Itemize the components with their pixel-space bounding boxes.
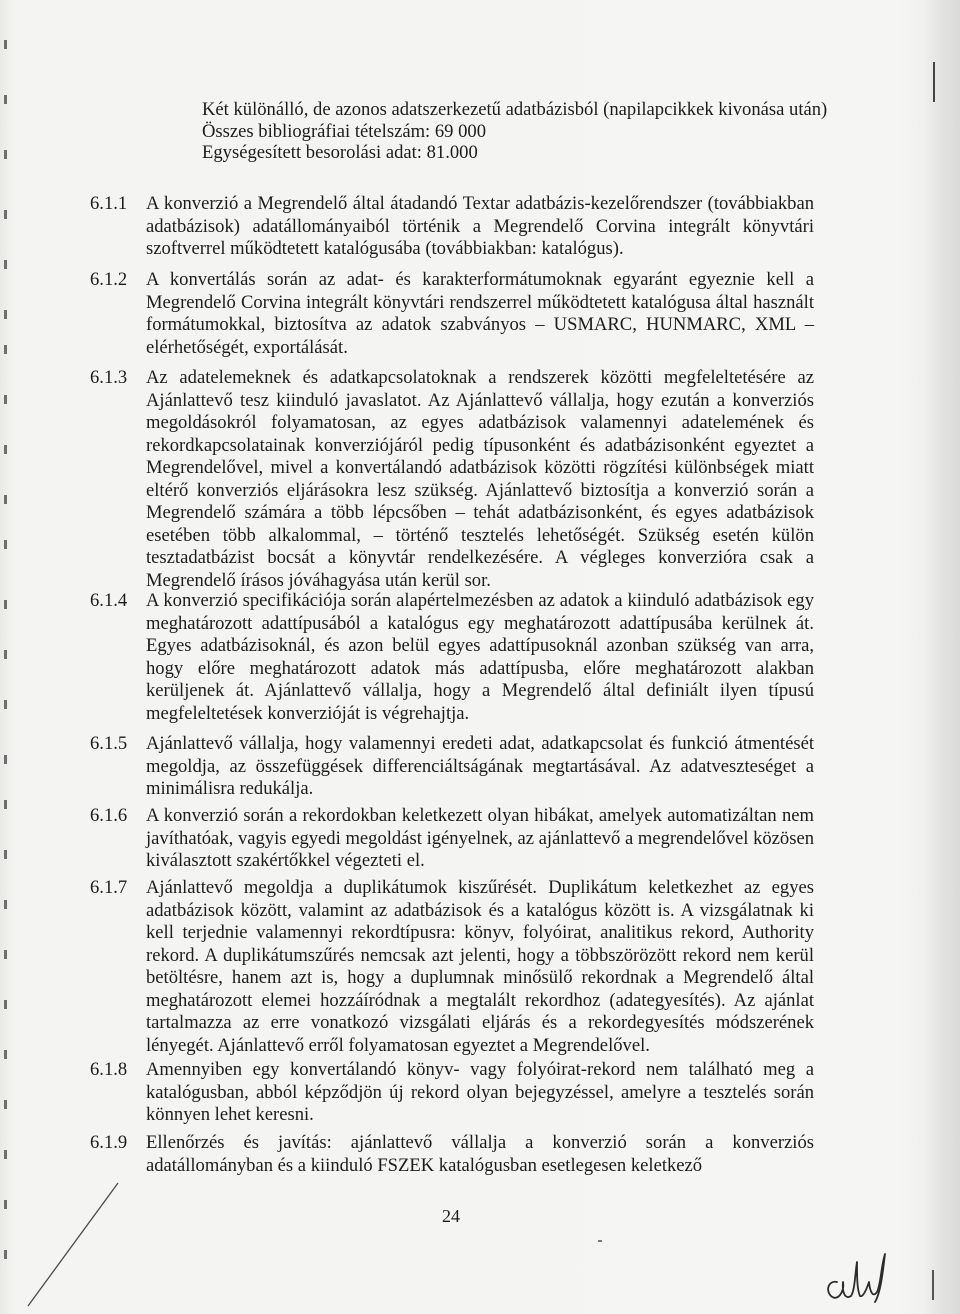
section-number: 6.1.3 bbox=[90, 367, 128, 388]
intro-line-authority: Egységesített besorolási adat: 81.000 bbox=[202, 142, 478, 164]
section-number: 6.1.6 bbox=[90, 805, 128, 826]
section-number: 6.1.9 bbox=[90, 1132, 128, 1153]
section-text: A konverzió a Megrendelő által átadandó Textar adatbázis-kezelőrendszer (továbbiakban adatbázisok) adatállományaiból történik a Megrendelő Corvina integrált könyvtári szoftverrel működtetett katalógusába (továbbiakban: katalógus). bbox=[146, 193, 814, 259]
section-number: 6.1.1 bbox=[90, 193, 128, 214]
section-text: Ellenőrzés és javítás: ajánlattevő vállalja a konverzió során a konverziós adatállományban és a kiinduló FSZEK katalógusban esetlegesen keletkező bbox=[146, 1132, 814, 1176]
section-text: A konverzió során a rekordokban keletkezett olyan hibákat, amelyek automatizáltan nem javíthatóak, vagyis egyedi megoldást igényelnek, az ajánlattevő a megrendelővel közösen kiválasztott szakértőkkel végezteti el. bbox=[146, 805, 814, 871]
section-number: 6.1.2 bbox=[90, 269, 128, 290]
section-text: Amennyiben egy konvertálandó könyv- vagy folyóirat-rekord nem található meg a katalógusban, abból képződjön új rekord olyan bejegyzéssel, amelyre a tesztelés során könnyen lehet keresni. bbox=[146, 1059, 814, 1125]
section-text: Ajánlattevő vállalja, hogy valamennyi eredeti adat, adatkapcsolat és funkció átmentését megoldja, az összefüggések differenciáltságának megtartásával. Az adatveszteséget a minimálisra redukálja. bbox=[146, 733, 814, 799]
handwritten-initials bbox=[815, 1240, 905, 1306]
intro-line-total: Összes bibliográfiai tételszám: 69 000 bbox=[202, 120, 486, 142]
section-text: Ajánlattevő megoldja a duplikátumok kiszűrését. Duplikátum keletkezhet az egyes adatbázisok között, valamint az adatbázisok és a katalógus között is. A vizsgálatnak ki kell terjednie valamennyi rekordtípusra: könyv, folyóirat, analitikus rekord, Authority rekord. A duplikátumszűrés nemcsak azt jelenti, hogy a többszörözött rekord nem kerül betöltésre, hanem azt is, hogy a duplumnak minősülő rekordnak a Megrendelő által meghatározott elemei hozzáíródnak a megtalált rekordhoz (adategyesítés). Az ajánlat tartalmazza az erre vonatkozó vizsgálati eljárás és a rekordegyesítés módszerének lényegét. Ajánlattevő erről folyamatosan egyeztet a Megrendelővel. bbox=[146, 877, 814, 1056]
section-number: 6.1.4 bbox=[90, 590, 128, 611]
section-text: Az adatelemeknek és adatkapcsolatoknak a rendszerek közötti megfeleltetésére az Ajánlattevő tesz kiinduló javaslatot. Az Ajánlattevő vállalja, hogy ezután a konverziós megoldásokról folyamatosan, az egyes adatbázisok valamennyi adatelemének és rekordkapcsolatainak konverziójáról pedig típusonként és adatbázisonként egyeztet a Megrendelővel, mivel a konvertálandó adatbázisok közötti rögzítési különbségek miatt eltérő konverziós eljárásokra lesz szükség. Ajánlattevő biztosítja a konverzió során a Megrendelő számára a több lépcsőben – tehát adatbázisonként, és egyes adatbázisok esetében több alkalommal, – történő tesztelés lehetőségét. Szükség esetén külön tesztadatbázist bocsát a könyvtár rendelkezésére. A végleges konverzióra csak a Megrendelő írásos jóváhagyása után kerül sor. bbox=[146, 367, 814, 591]
page-number: 24 bbox=[442, 1206, 460, 1226]
section-number: 6.1.8 bbox=[90, 1059, 128, 1080]
section-number: 6.1.5 bbox=[90, 733, 128, 754]
intro-line-source: Két különálló, de azonos adatszerkezetű adatbázisból (napilapcikkek kivonása után) bbox=[202, 99, 828, 120]
section-text: A konverzió specifikációja során alapértelmezésben az adatok a kiinduló adatbázisok egy meghatározott adattípusából a katalógus egy meghatározott adattípusába kerülnek át. Egyes adatbázisoknál, és azon belül egyes adattípusoknál azonban szükség van arra, hogy előre meghatározott adatok más adattípusba, előre meghatározott alakban kerüljenek át. Ajánlattevő vállalja, hogy a Megrendelő által definiált ilyen típusú megfeleltetések konverzióját is végrehajtja. bbox=[146, 590, 814, 724]
section-text: A konvertálás során az adat- és karakterformátumoknak egyaránt egyeznie kell a Megrendelő Corvina integrált könyvtári rendszerrel működtetett katalógusa által használt formátumokkal, biztosítva az adatok szabványos – USMARC, HUNMARC, XML – elérhetőségét, exportálását. bbox=[146, 269, 814, 358]
section-number: 6.1.7 bbox=[90, 877, 128, 898]
